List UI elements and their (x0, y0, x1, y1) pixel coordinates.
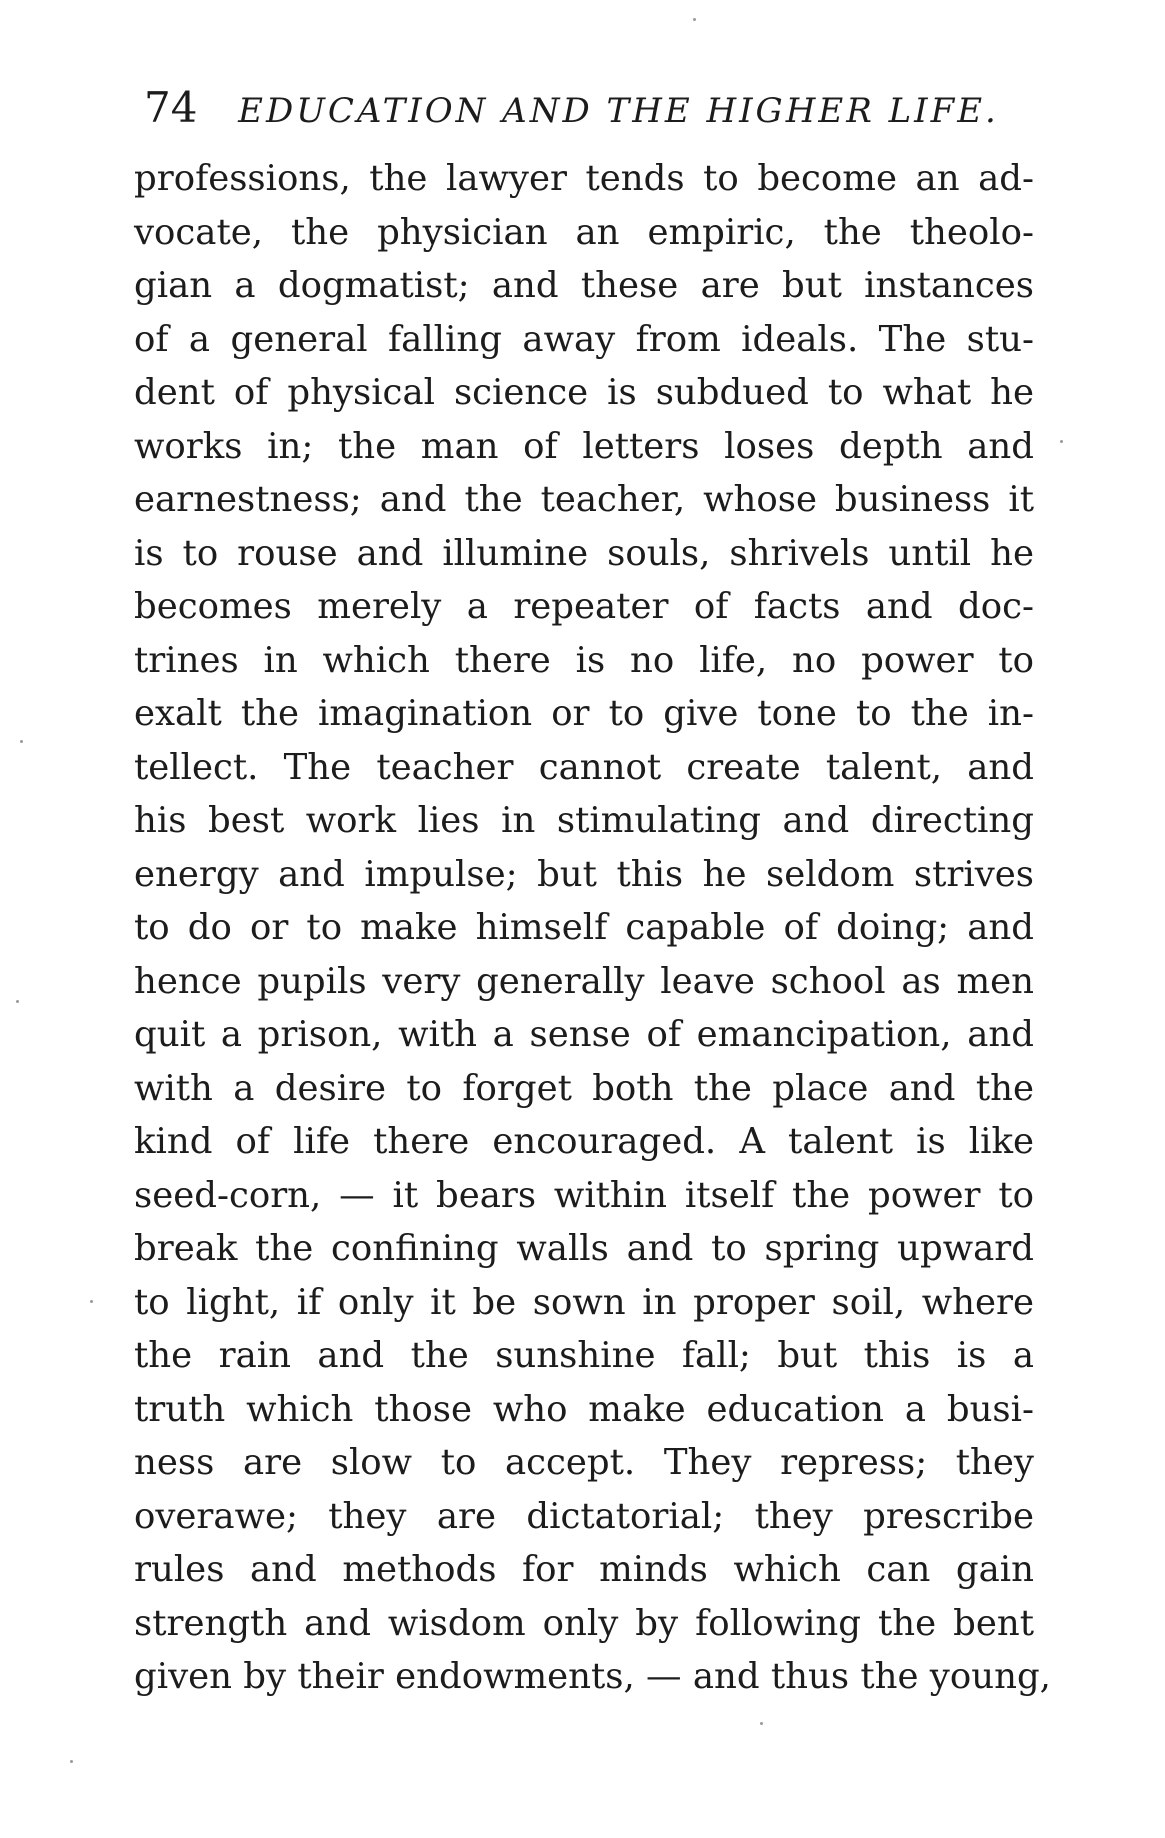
text-line: strength and wisdom only by following the bent (134, 1602, 1034, 1644)
text-line: kind of life there encouraged. A talent is like (134, 1121, 1034, 1162)
paper-speck (760, 1722, 763, 1725)
text-line: his best work lies in stimulating and directing (134, 800, 1034, 841)
text-line: ness are slow to accept. They repress; they (134, 1442, 1034, 1483)
text-line: to do or to make himself capable of doing; and (134, 907, 1034, 948)
text-line: trines in which there is no life, no power to (134, 639, 1034, 681)
text-line: gian a dogmatist; and these are but instances (134, 265, 1034, 306)
text-line: becomes merely a repeater of facts and doc- (134, 586, 1034, 627)
text-line: of a general falling away from ideals. The stu- (134, 318, 1034, 360)
text-line: hence pupils very generally leave school as men (134, 960, 1034, 1002)
paper-speck (20, 740, 23, 743)
text-line: given by their endowments, — and thus the young, (134, 1656, 1051, 1697)
text-line: with a desire to forget both the place and the (134, 1067, 1034, 1109)
text-line: break the confining walls and to spring upward (134, 1228, 1034, 1269)
text-line: quit a prison, with a sense of emancipation, and (134, 1014, 1034, 1055)
paper-speck (90, 1300, 93, 1303)
text-line: tellect. The teacher cannot create talent, and (134, 746, 1034, 788)
text-line: to light, if only it be sown in proper soil, where (134, 1281, 1034, 1323)
body-text (134, 152, 1051, 1704)
text-line: overawe; they are dictatorial; they prescribe (134, 1495, 1034, 1537)
text-line: exalt the imagination or to give tone to the in- (134, 693, 1034, 734)
text-line: seed-corn, — it bears within itself the power to (134, 1174, 1034, 1216)
text-line: rules and methods for minds which can gain (134, 1549, 1034, 1590)
paper-speck (693, 18, 696, 21)
text-line: energy and impulse; but this he seldom strives (134, 853, 1034, 895)
text-line: professions, the lawyer tends to become an ad- (134, 158, 1034, 199)
paper-speck (1060, 440, 1063, 443)
paper-speck (16, 1000, 19, 1003)
text-line: dent of physical science is subdued to what he (134, 372, 1034, 413)
paper-speck (70, 1760, 73, 1763)
text-line: the rain and the sunshine fall; but this is a (134, 1335, 1034, 1376)
text-line: is to rouse and illumine souls, shrivels until he (134, 532, 1034, 574)
page-number: 74 (144, 83, 198, 132)
running-head (144, 78, 1044, 138)
running-title: EDUCATION AND THE HIGHER LIFE. (238, 91, 999, 131)
text-line: vocate, the physician an empiric, the theolo- (134, 211, 1034, 253)
text-line: earnestness; and the teacher, whose business it (134, 479, 1034, 520)
text-line: works in; the man of letters loses depth and (134, 425, 1034, 467)
text-line: truth which those who make education a busi- (134, 1388, 1034, 1430)
